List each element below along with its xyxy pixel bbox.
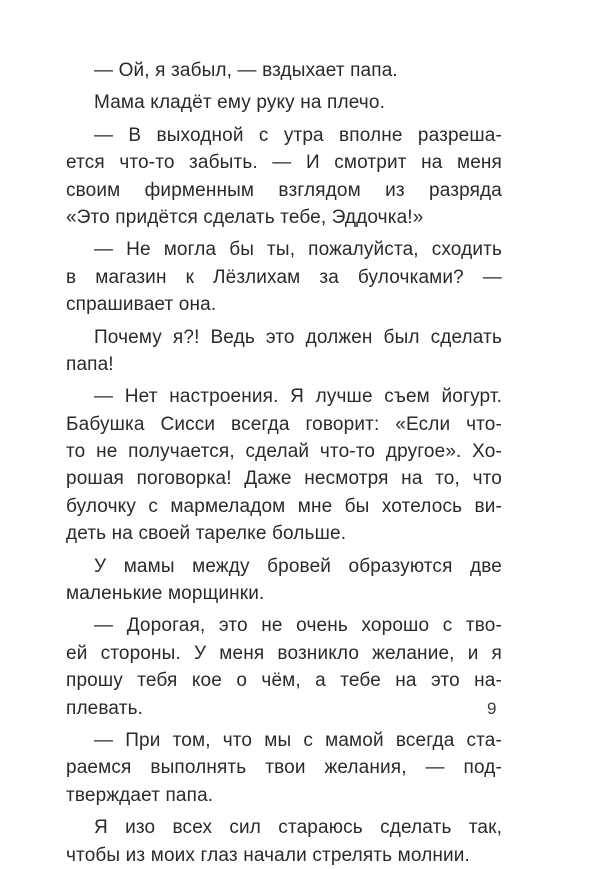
text-line: спрашивает она. <box>66 294 217 316</box>
paragraph <box>66 122 502 232</box>
paragraph <box>66 727 502 809</box>
text-line: «Это придётся сделать тебе, Эддочка!» <box>66 206 424 228</box>
paragraph <box>66 383 502 547</box>
text-line: — Ой, я забыл, — вздыхает папа. <box>94 60 398 81</box>
paragraph <box>66 57 502 84</box>
text-line: тверждает папа. <box>66 784 214 806</box>
paragraph <box>66 814 502 869</box>
text-line: ется что-то забыть. — И смотрит на меня <box>66 152 502 174</box>
text-line: то не получается, сделай что-то другое». Хо- <box>66 441 502 463</box>
text-line: — Не могла бы ты, пожалуйста, сходить <box>94 239 502 261</box>
text-line: — Дорогая, это не очень хорошо с тво- <box>94 615 502 637</box>
text-line: Бабушка Сисси всегда говорит: «Если что- <box>66 413 502 435</box>
text-line: Почему я?! Ведь это должен был сделать <box>94 326 502 348</box>
body-text <box>66 57 502 869</box>
text-line: булочку с мармеладом мне бы хотелось ви- <box>66 495 502 517</box>
paragraph <box>66 89 502 116</box>
text-line: деть на своей тарелке больше. <box>66 523 347 545</box>
text-line: плевать. <box>66 697 144 719</box>
text-line: папа! <box>66 353 114 375</box>
text-line: Мама кладёт ему руку на плечо. <box>94 92 386 114</box>
text-line: маленькие морщинки. <box>66 583 265 605</box>
paragraph <box>66 236 502 318</box>
text-line: У мамы между бровей образуются две <box>94 555 502 577</box>
text-line: Я изо всех сил стараюсь сделать так, <box>94 817 502 839</box>
paragraph <box>66 553 502 608</box>
text-line: — Нет настроения. Я лучше съем йогурт. <box>94 386 502 408</box>
text-line: — В выходной с утра вполне разреша- <box>94 124 502 146</box>
paragraph <box>66 612 502 722</box>
page-number: 9 <box>487 699 497 718</box>
text-line: чтобы из моих глаз начали стрелять молнии. <box>66 844 470 866</box>
text-line: прошу тебя кое о чём, а тебе на это на- <box>66 670 502 692</box>
text-line: — При том, что мы с мамой всегда ста- <box>94 729 502 751</box>
paragraph <box>66 324 502 379</box>
text-line: своим фирменным взглядом из разряда <box>66 179 502 201</box>
text-line: в магазин к Лёзлихам за булочками? — <box>66 266 502 288</box>
text-line: ей стороны. У меня возникло желание, и я <box>66 642 502 664</box>
text-line: раемся выполнять твои желания, — под- <box>66 757 502 779</box>
text-line: рошая поговорка! Даже несмотря на то, что <box>66 468 502 490</box>
